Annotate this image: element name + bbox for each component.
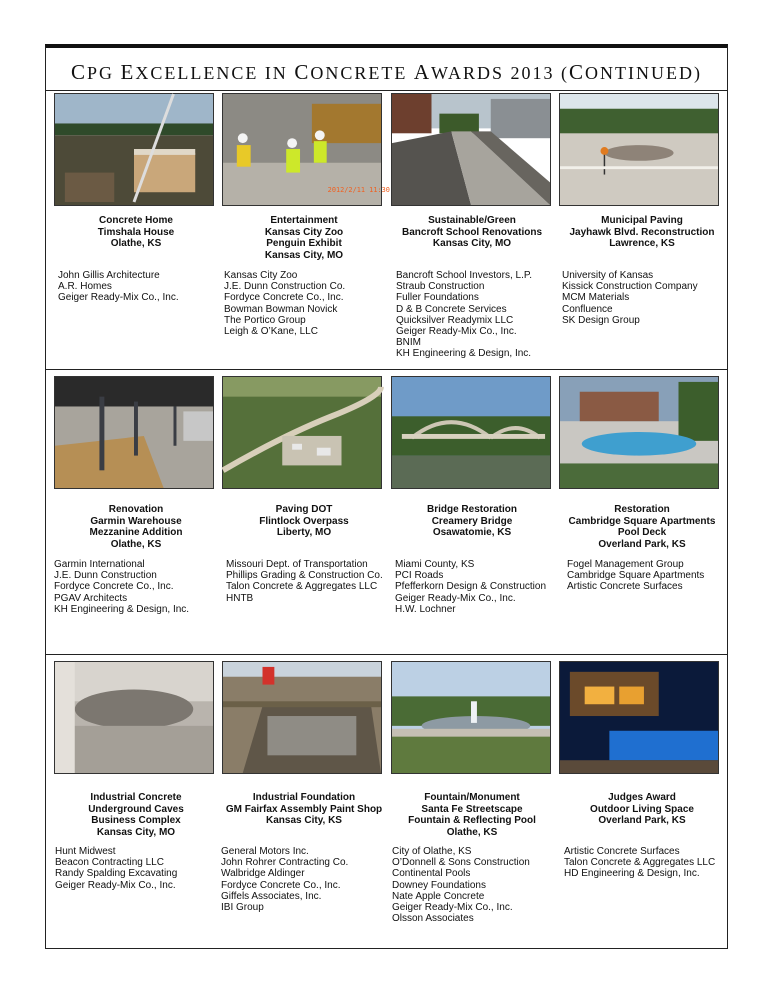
page-frame (45, 44, 728, 949)
caption-municipal-paving: Municipal Paving Jayhawk Blvd. Reconstruction Lawrence, KS (569, 215, 715, 249)
caption-industrial-foundation: Industrial Foundation GM Fairfax Assembly Paint Shop Kansas City, KS (225, 792, 383, 826)
photo-concrete-home (54, 93, 214, 206)
photo-penguin-exhibit (222, 93, 390, 206)
caption-bridge-restoration: Bridge Restoration Creamery Bridge Osawatomie, KS (426, 504, 517, 538)
caption-concrete-home: Concrete Home Timshala House Olathe, KS (97, 215, 175, 249)
companies-paving-dot: Missouri Dept. of Transportation Phillips Grading & Construction Co. Talon Concrete & Aggregates LLC HNTB (226, 559, 383, 604)
photo-date-stamp: 2012/2/11 11:30 (327, 186, 390, 195)
caption-renovation: Renovation Garmin Warehouse Mezzanine Addition Olathe, KS (89, 504, 183, 550)
caption-fountain-monument: Fountain/Monument Santa Fe Streetscape Fountain & Reflecting Pool Olathe, KS (408, 792, 536, 838)
row-divider-2 (46, 654, 727, 655)
photo-flintlock-overpass (222, 376, 382, 489)
row-divider-1 (46, 369, 727, 370)
photo-santa-fe-fountain (391, 661, 551, 774)
caption-judges-award: Judges Award Outdoor Living Space Overland Park, KS (590, 792, 694, 826)
companies-concrete-home: John Gillis Architecture A.R. Homes Geiger Ready-Mix Co., Inc. (58, 270, 179, 304)
companies-fountain-monument: City of Olathe, KS O’Donnell & Sons Construction Continental Pools Downey Foundations Nate Apple Concrete Geiger Ready-Mix Co., Inc. Olsson Associates (392, 846, 530, 925)
photo-garmin-warehouse (54, 376, 214, 489)
page-title: CPG EXCELLENCE IN CONCRETE AWARDS 2013 (CONTINUED) (70, 60, 703, 84)
caption-restoration: Restoration Cambridge Square Apartments Pool Deck Overland Park, KS (568, 504, 716, 550)
caption-industrial-concrete: Industrial Concrete Underground Caves Business Complex Kansas City, MO (88, 792, 184, 838)
photo-creamery-bridge (391, 376, 551, 489)
photo-cambridge-pool (559, 376, 719, 489)
companies-renovation: Garmin International J.E. Dunn Construction Fordyce Concrete Co., Inc. PGAV Architects KH Engineering & Design, Inc. (54, 559, 190, 615)
companies-restoration: Fogel Management Group Cambridge Square Apartments Artistic Concrete Surfaces (567, 559, 705, 593)
companies-bridge-restoration: Miami County, KS PCI Roads Pfefferkorn Design & Construction Geiger Ready-Mix Co., Inc. H.W. Lochner (395, 559, 547, 615)
companies-entertainment: Kansas City Zoo J.E. Dunn Construction Co. Fordyce Concrete Co., Inc. Bowman Bowman Novick The Portico Group Leigh & O’Kane, LLC (224, 270, 346, 338)
photo-outdoor-living (559, 661, 719, 774)
photo-bancroft-school (391, 93, 551, 206)
photo-gm-fairfax (222, 661, 382, 774)
caption-sustainable-green: Sustainable/Green Bancroft School Renovations Kansas City, MO (401, 215, 542, 249)
companies-sustainable-green: Bancroft School Investors, L.P. Straub Construction Fuller Foundations D & B Concrete Services Quicksilver Readymix LLC Geiger Ready-Mix Co., Inc. BNIM KH Engineering & Design, Inc. (396, 270, 533, 360)
photo-jayhawk-blvd (559, 93, 719, 206)
caption-entertainment: Entertainment Kansas City Zoo Penguin Exhibit Kansas City, MO (264, 215, 344, 261)
photo-underground-caves (54, 661, 214, 774)
title-divider (46, 90, 727, 91)
companies-judges-award: Artistic Concrete Surfaces Talon Concrete & Aggregates LLC HD Engineering & Design, Inc. (564, 846, 716, 880)
companies-industrial-foundation: General Motors Inc. John Rohrer Contracting Co. Walbridge Aldinger Fordyce Concrete Co., Inc. Giffels Associates, Inc. IBI Group (221, 846, 349, 914)
companies-industrial-concrete: Hunt Midwest Beacon Contracting LLC Randy Spalding Excavating Geiger Ready-Mix Co., Inc. (55, 846, 178, 891)
companies-municipal-paving: University of Kansas Kissick Construction Company MCM Materials Confluence SK Design Group (562, 270, 698, 326)
caption-paving-dot: Paving DOT Flintlock Overpass Liberty, MO (259, 504, 349, 538)
